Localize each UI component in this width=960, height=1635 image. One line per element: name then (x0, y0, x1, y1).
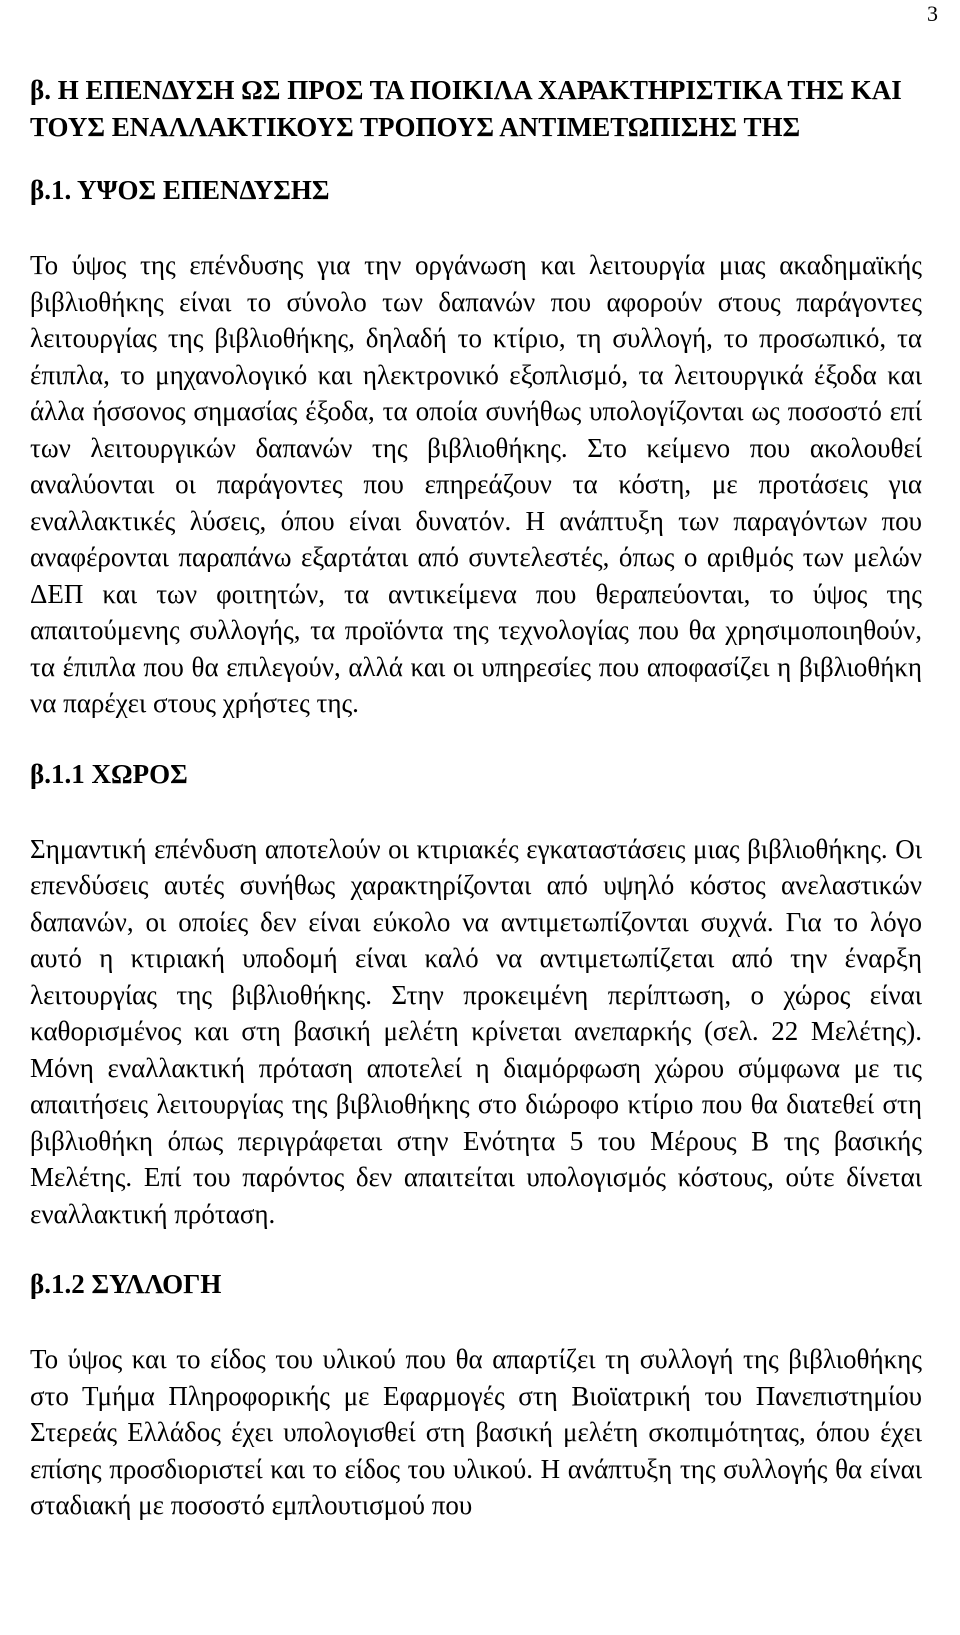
document-body (30, 72, 922, 1524)
subsection-title-investment-height: β.1. ΥΨΟΣ ΕΠΕΝΔΥΣΗΣ (30, 175, 330, 205)
subsection-title-collection: β.1.2 ΣΥΛΛΟΓΗ (30, 1269, 222, 1299)
paragraph-collection: Το ύψος και το είδος του υλικού που θα απαρτίζει τη συλλογή της βιβλιοθήκης στο Τμήμα Πληροφορικής με Εφαρμογές στη Βιοϊατρική του Πανεπιστημίου Στερεάς Ελλάδος έχει υπολογισθεί στη βασική μελέτη σκοπιμότητας, όπου έχει επίσης προσδιοριστεί και το είδος του υλικού. Η ανάπτυξη της συλλογής θα είναι σταδιακή με ποσοστό εμπλουτισμού που (30, 1344, 922, 1520)
subsection-title-space: β.1.1 ΧΩΡΟΣ (30, 758, 188, 789)
paragraph-investment-height: Το ύψος της επένδυσης για την οργάνωση και λειτουργία μιας ακαδημαϊκής βιβλιοθήκης είναι το σύνολο των δαπανών που αφορούν στους παράγοντες λειτουργίας της βιβλιοθήκης, δηλαδή το κτίριο, τη συλλογή, το προσωπικό, τα έπιπλα, το μηχανολογικό και ηλεκτρονικό εξοπλισμό, τα λειτουργικά έξοδα και άλλα ήσσονος σημασίας έξοδα, τα οποία συνήθως υπολογίζονται ως ποσοστό επί των λειτουργικών δαπανών της βιβλιοθήκης. Στο κείμενο που ακολουθεί αναλύονται οι παράγοντες που επηρεάζουν τα κόστη, με προτάσεις για εναλλακτικές λύσεις, όπου είναι δυνατόν. Η ανάπτυξη των παραγόντων που αναφέρονται παραπάνω εξαρτάται από συντελεστές, όπως ο αριθμός των μελών ΔΕΠ και των φοιτητών, τα αντικείμενα που θεραπεύονται, το ύψος της απαιτούμενης συλλογής, τα προϊόντα της τεχνολογίας που θα χρησιμοποιηθούν, τα έπιπλα που θα επιλεγούν, αλλά και οι υπηρεσίες που αποφασίζει η βιβλιοθήκη να παρέχει στους χρήστες της. (30, 250, 922, 718)
paragraph-space: Σημαντική επένδυση αποτελούν οι κτιριακές εγκαταστάσεις μιας βιβλιοθήκης. Οι επενδύσεις αυτές συνήθως χαρακτηρίζονται από υψηλό κόστος ανελαστικών δαπανών, οι οποίες δεν είναι εύκολο να αντιμετωπίζονται συχνά. Για το λόγο αυτό η κτιριακή υποδομή είναι καλό να αντιμετωπίζεται από την έναρξη λειτουργίας της βιβλιοθήκης. Στην προκειμένη περίπτωση, ο χώρος είναι καθορισμένος και στη βασική μελέτη κρίνεται ανεπαρκής (σελ. 22 Μελέτης). Μόνη εναλλακτική πρόταση αποτελεί η διαμόρφωση χώρου σύμφωνα με τις απαιτήσεις λειτουργίας της βιβλιοθήκης στο διώροφο κτίριο που θα διατεθεί στη βιβλιοθήκη όπως περιγράφεται στην Ενότητα 5 του Μέρους Β της βασικής Μελέτης. Επί του παρόντος δεν απαιτείται υπολογισμός κόστους, ούτε δίνεται εναλλακτική πρόταση. (30, 833, 922, 1229)
page-number: 3 (927, 1, 938, 26)
section-title: β. Η ΕΠΕΝΔΥΣΗ ΩΣ ΠΡΟΣ ΤΑ ΠΟΙΚΙΛΑ ΧΑΡΑΚΤΗΡΙΣΤΙΚΑ ΤΗΣ ΚΑΙ ΤΟΥΣ ΕΝΑΛΛΑΚΤΙΚΟΥΣ ΤΡΟΠΟΥΣ ΑΝΤΙΜΕΤΩΠΙΣΗΣ ΤΗΣ (30, 75, 902, 142)
